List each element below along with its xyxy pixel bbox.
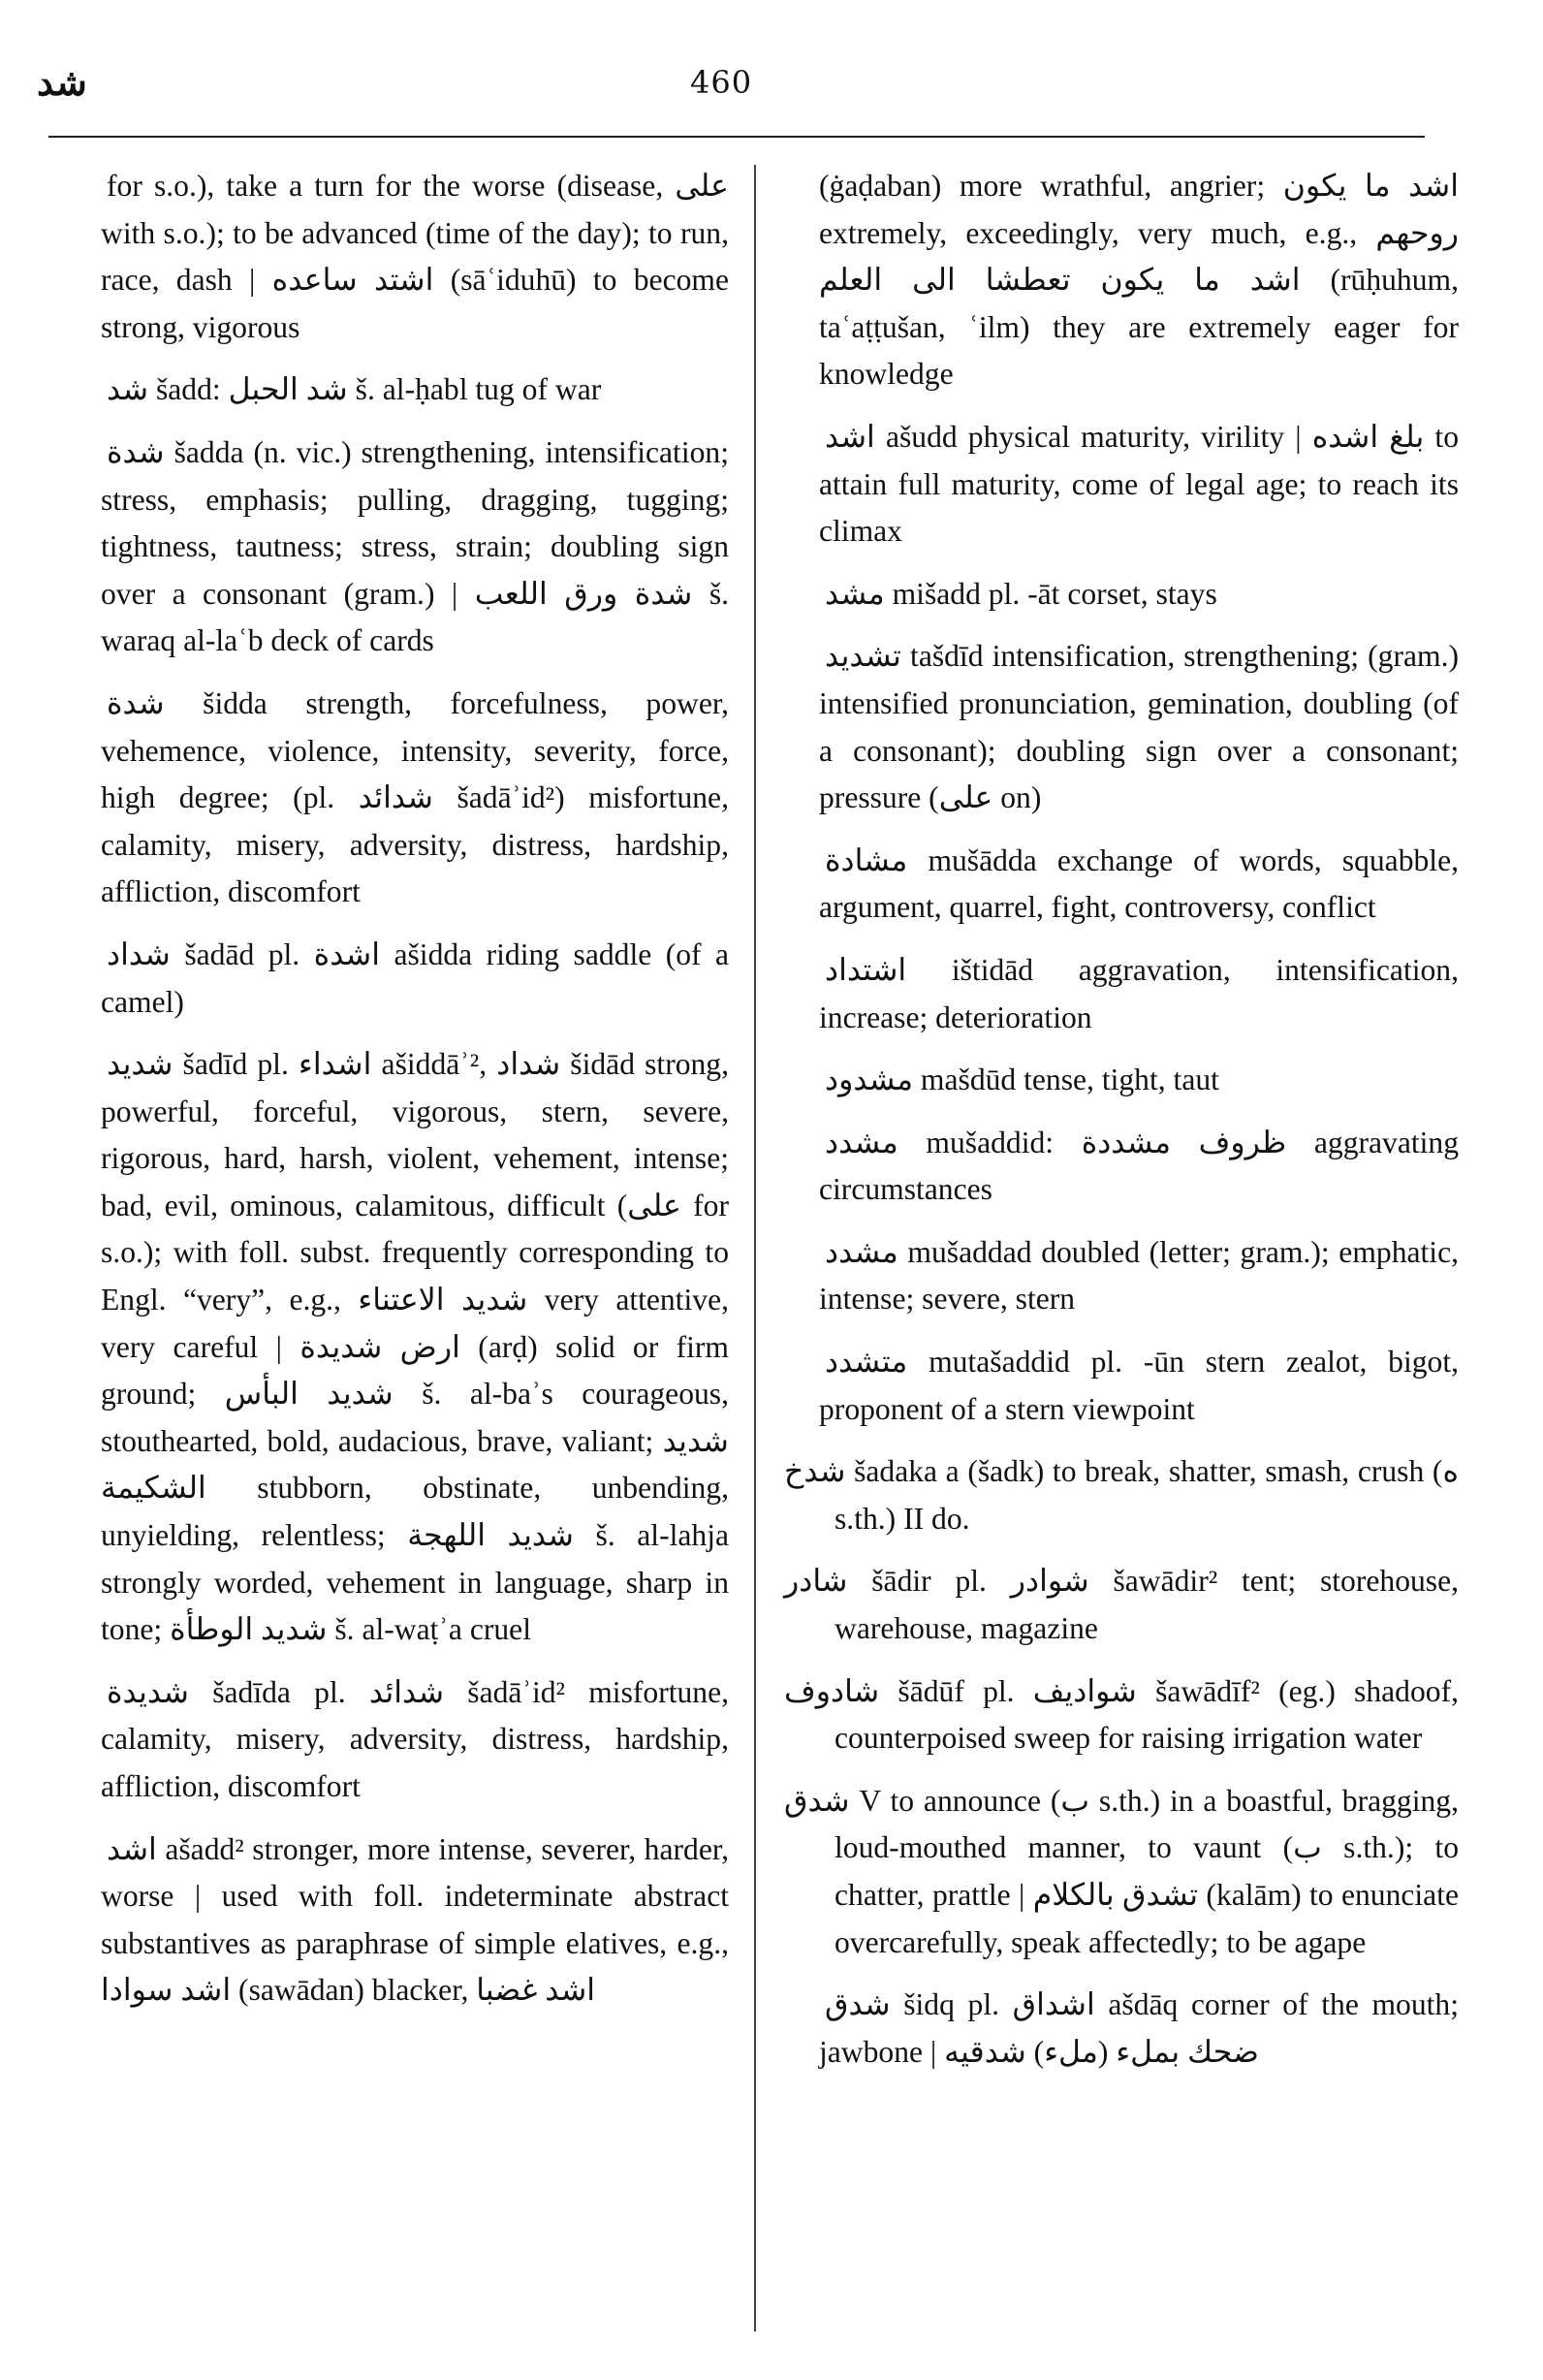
page-number: 460 xyxy=(690,64,753,101)
dictionary-entry: شديد šadīd pl. اشداء ašiddāʾ², شداد šidād strong, powerful, forceful, vigorous, stern, severe, rigorous, hard, harsh, violent, vehement, intense; bad, evil, ominous, calamitous, difficult (على for s.o.); with foll. subst. frequently corresponding to Engl. “very”, e.g., شديد الاعتناء very attentive, very careful | ارض شديدة (arḍ) solid or firm ground; شديد البأس š. al-baʾs courageous, stouthearted, bold, audacious, brave, valiant; شديد الشكيمة stubborn, obstinate, unbending, unyielding, relentless; شديد اللهجة š. al-lahja strongly worded, vehement in language, sharp in tone; شديد الوطأة š. al-waṭʾa cruel xyxy=(101,1047,730,1647)
dictionary-entry: شادوف šādūf pl. شواديف šawādīf² (eg.) shadoof, counterpoised sweep for raising irrigation water xyxy=(784,1673,1459,1756)
dictionary-entry: اشد ašudd physical maturity, virility | بلغ اشده to attain full maturity, come of legal age; to reach its climax xyxy=(819,419,1459,549)
dictionary-entry: مشدود mašdūd tense, tight, taut xyxy=(825,1063,1219,1097)
dictionary-entry: تشديد tašdīd intensification, strengthening; (gram.) intensified pronunciation, gemination, doubling (of a consonant); doubling sign over a consonant; pressure (على on) xyxy=(819,639,1459,815)
dictionary-entry: مشدد mušaddid: ظروف مشددة aggravating circumstances xyxy=(819,1125,1460,1207)
header-rule xyxy=(48,136,1425,138)
dictionary-entry: for s.o.), take a turn for the worse (disease, على with s.o.); to be advanced (time of the day); to run, race, dash | اشتد ساعده (sāʿiduhū) to become strong, vigorous xyxy=(101,169,730,344)
dictionary-entry: شدة šadda (n. vic.) strengthening, intensification; stress, emphasis; pulling, dragging, tugging; tightness, tautness; stress, strain; doubling sign over a consonant (gram.) | شدة ورق اللعب š. waraq al-laʿb deck of cards xyxy=(101,434,730,658)
dictionary-entry: اشتداد ištidād aggravation, intensification, increase; deterioration xyxy=(819,952,1459,1034)
running-head-word: شد xyxy=(37,60,87,104)
dictionary-entry: (ġaḍaban) more wrathful, angrier; اشد ما يكون extremely, exceedingly, very much, e.g., روحهم اشد ما يكون تعطشا الى العلم (rūḥuhum, taʿaṭṭušan, ʿilm) they are extremely eager for knowledge xyxy=(819,169,1459,392)
dictionary-entry: شد šadd: شد الحبل š. al-ḥabl tug of war xyxy=(107,372,602,407)
dictionary-entry: مشادة mušādda exchange of words, squabble, argument, quarrel, fight, controversy, conflict xyxy=(819,842,1459,925)
dictionary-entry: شادر šādir pl. شوادر šawādir² tent; storehouse, warehouse, magazine xyxy=(784,1564,1459,1646)
dictionary-entry: مشدد mušaddad doubled (letter; gram.); emphatic, intense; severe, stern xyxy=(819,1234,1459,1317)
dictionary-entry: شدق V to announce (ب s.th.) in a boastful, bragging, loud-mouthed manner, to vaunt (ب s.th.); to chatter, prattle | تشدق بالكلام (kalām) to enunciate overcarefully, speak affectedly; to be agape xyxy=(784,1783,1460,1959)
column-divider xyxy=(754,165,756,2332)
right-column xyxy=(784,163,1460,2091)
dictionary-entry: شدة šidda strength, forcefulness, power, vehemence, violence, intensity, severity, force, high degree; (pl. شدائد šadāʾid²) misfortune, calamity, misery, adversity, distress, hardship, affliction, discomfort xyxy=(101,685,729,909)
dictionary-entry: شدق šidq pl. اشداق ašdāq corner of the mouth; jawbone | ضحك بملء (ملء) شدقيه xyxy=(819,1987,1460,2069)
dictionary-entry: شدخ šadaka a (šadk) to break, shatter, smash, crush (ه s.th.) II do. xyxy=(784,1454,1459,1536)
dictionary-entry: متشدد mutašaddid pl. -ūn stern zealot, bigot, proponent of a stern viewpoint xyxy=(819,1345,1459,1426)
dictionary-entry: مشد mišadd pl. -āt corset, stays xyxy=(825,576,1217,611)
dictionary-entry: شداد šadād pl. اشدة ašidda riding saddle (of a camel) xyxy=(101,936,729,1019)
dictionary-entry: اشد ašadd² stronger, more intense, severer, harder, worse | used with foll. indeterminate abstract substantives as paraphrase of simple elatives, e.g., اشد سوادا (sawādan) blacker, اشد غضبا xyxy=(101,1831,729,2008)
left-column xyxy=(101,163,729,2030)
dictionary-entry: شديدة šadīda pl. شدائد šadāʾid² misfortune, calamity, misery, adversity, distress, hardship, affliction, discomfort xyxy=(101,1674,730,1803)
